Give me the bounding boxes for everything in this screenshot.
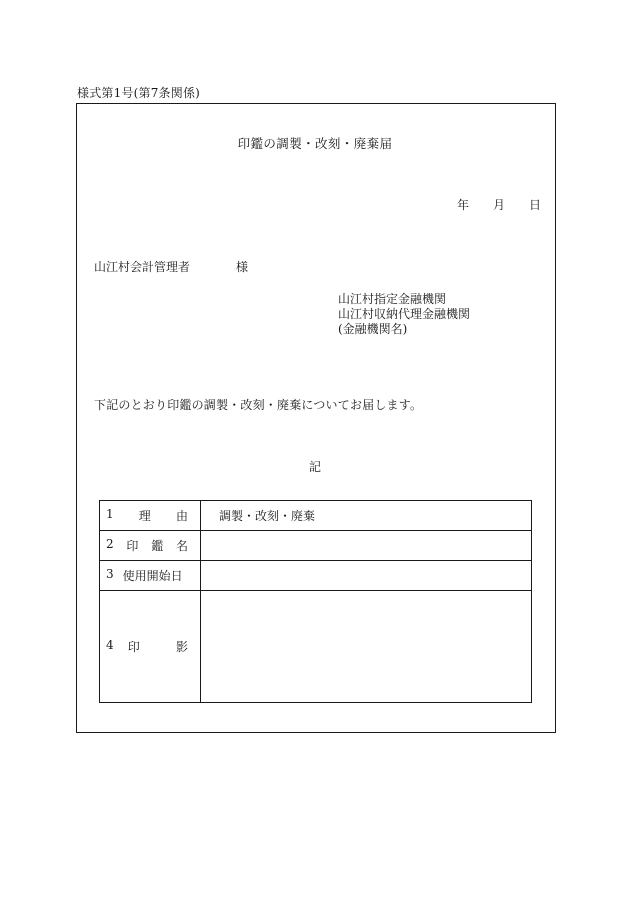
start-date-field[interactable] (201, 561, 532, 591)
row-label (100, 591, 201, 703)
table-row-seal-name (100, 531, 532, 561)
ki-heading: 記 (308, 460, 321, 474)
row-label-part: 使用開始日 (122, 569, 183, 583)
date-day-label: 日 (529, 198, 542, 212)
table-row-seal-impression (100, 591, 532, 703)
sender-line-institution-name: (金融機関名) (338, 322, 408, 336)
row-label (100, 501, 201, 531)
table-row-reason (100, 501, 532, 531)
reason-value: 調製・改刻・廃棄 (201, 501, 532, 531)
row-label (100, 531, 201, 561)
notification-statement: 下記のとおり印鑑の調製・改刻・廃棄についてお届します。 (94, 398, 423, 412)
document-title: 印鑑の調製・改刻・廃棄届 (237, 136, 393, 151)
row-label-part: 印 (126, 539, 139, 553)
row-label-part: 影 (175, 640, 188, 654)
row-label-part: 鑑 (151, 539, 164, 553)
addressee-honorific: 様 (236, 260, 249, 274)
form-number-label: 様式第1号(第7条関係) (77, 86, 201, 100)
seal-name-field[interactable] (201, 531, 532, 561)
row-number: 2 (106, 537, 114, 551)
table-row-start-date (100, 561, 532, 591)
addressee-name: 山江村会計管理者 (94, 260, 191, 274)
row-number: 4 (106, 638, 114, 652)
date-year-label: 年 (457, 198, 470, 212)
row-label (100, 561, 201, 591)
row-label-part: 印 (127, 640, 140, 654)
details-table (99, 500, 532, 703)
seal-impression-box[interactable] (201, 591, 532, 703)
row-number: 3 (106, 567, 114, 581)
row-label-part: 理 (138, 509, 151, 523)
row-number: 1 (106, 507, 114, 521)
row-label-part: 名 (175, 539, 188, 553)
row-label-part: 由 (175, 509, 188, 523)
date-month-label: 月 (493, 198, 506, 212)
sender-line-designated: 山江村指定金融機関 (338, 292, 447, 306)
sender-line-agent: 山江村収納代理金融機関 (338, 307, 471, 321)
